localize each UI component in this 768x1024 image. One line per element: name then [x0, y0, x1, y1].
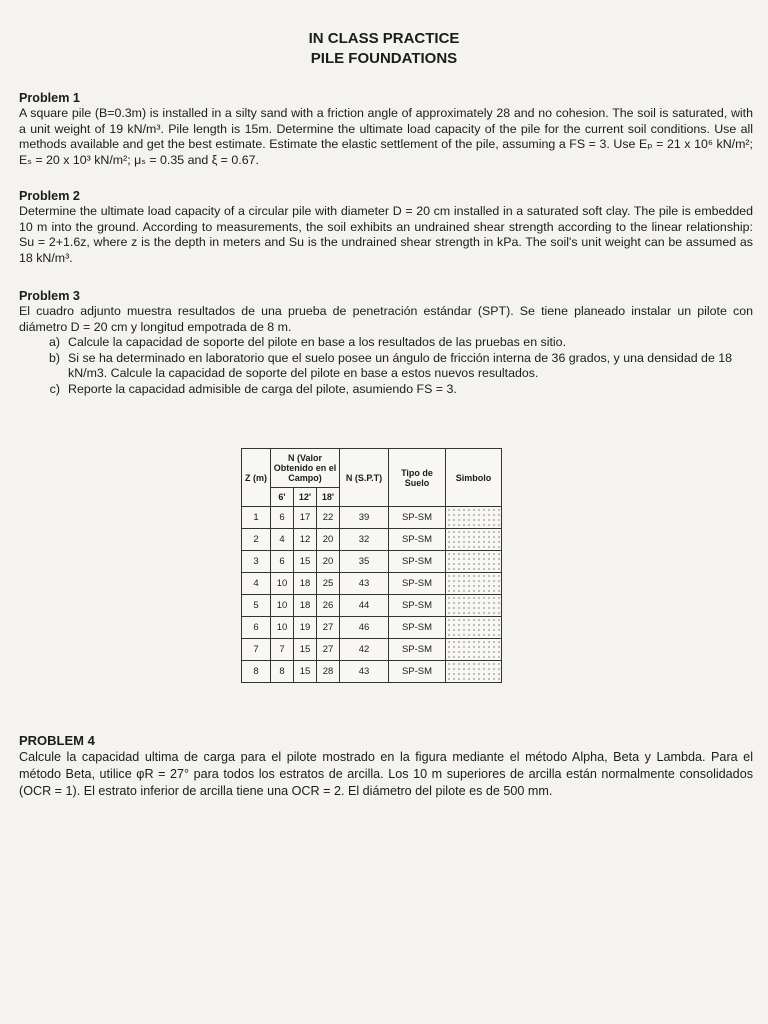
cell-simbolo-pattern [446, 529, 502, 551]
cell-n-spt: 35 [340, 551, 389, 573]
cell-tipo: SP-SM [389, 617, 446, 639]
problem-3 [19, 288, 753, 398]
problem-3-heading: Problem 3 [19, 289, 80, 303]
problem-4-text: Calcule la capacidad ultima de carga para el pilote mostrado en la figura mediante el método Alpha, Beta y Lambda. Para el método Beta, utilice φR = 27° para todos los estratos de arcilla. Los 10 m superiores de arcilla están normalmente consolidados (OCR = 1). El estrato inferior de arcilla tiene una OCR = 2. El diámetro del pilote es de 500 mm. [19, 750, 753, 798]
cell-n18: 25 [317, 573, 340, 595]
cell-n18: 22 [317, 507, 340, 529]
cell-tipo: SP-SM [389, 573, 446, 595]
cell-n12: 15 [294, 639, 317, 661]
document-subtitle: PILE FOUNDATIONS [310, 50, 458, 67]
problem-3-items [19, 335, 753, 397]
cell-n6: 7 [271, 639, 294, 661]
cell-n12: 18 [294, 573, 317, 595]
cell-n12: 18 [294, 595, 317, 617]
header-tipo: Tipo de Suelo [389, 449, 446, 507]
cell-n6: 10 [271, 573, 294, 595]
header-n-group: N (Valor Obtenido en el Campo) [271, 449, 340, 488]
cell-simbolo-pattern [446, 507, 502, 529]
cell-n12: 15 [294, 661, 317, 683]
cell-n-spt: 43 [340, 661, 389, 683]
cell-z: 5 [242, 595, 271, 617]
cell-z: 1 [242, 507, 271, 529]
problem-3-intro: El cuadro adjunto muestra resultados de una prueba de penetración estándar (SPT). Se tiene planeado instalar un pilote con diámetro D = 20 cm y longitud empotrada de 8 m. [19, 304, 753, 334]
document-title: IN CLASS PRACTICE [308, 30, 460, 47]
cell-n6: 10 [271, 617, 294, 639]
table-row [242, 507, 502, 529]
problem-1-heading: Problem 1 [19, 91, 80, 105]
cell-z: 3 [242, 551, 271, 573]
item-label: b) [48, 350, 60, 365]
cell-n18: 26 [317, 595, 340, 617]
cell-n12: 19 [294, 617, 317, 639]
cell-n18: 27 [317, 617, 340, 639]
cell-simbolo-pattern [446, 551, 502, 573]
cell-n6: 8 [271, 661, 294, 683]
cell-n18: 28 [317, 661, 340, 683]
item-text: Reporte la capacidad admisible de carga del pilote, asumiendo FS = 3. [68, 381, 457, 396]
cell-n-spt: 43 [340, 573, 389, 595]
spt-table-body [242, 507, 502, 683]
list-item [19, 382, 753, 398]
cell-n-spt: 42 [340, 639, 389, 661]
header-z: Z (m) [242, 449, 271, 507]
header-12: 12' [294, 488, 317, 507]
problem-1-text: A square pile (B=0.3m) is installed in a silty sand with a friction angle of approximately 28 and no cohesion. The soil is saturated, with a unit weight of 19 kN/m³. Pile length is 15m. Determine the ultimate load capacity of the pile for the current soil conditions. Use all methods available and get the best estimate. Estimate the elastic settlement of the pile, assuming a FS = 3. Use Eₚ = 21 x 10⁶ kN/m²; Eₛ = 20 x 10³ kN/m²; μₛ = 0.35 and ξ = 0.67. [19, 106, 753, 167]
cell-simbolo-pattern [446, 661, 502, 683]
item-text: Si se ha determinado en laboratorio que el suelo posee un ángulo de fricción interna de 36 grados, y una densidad de 18 kN/m3. Calcule la capacidad de soporte del pilote en base a estos nuevos resultados. [68, 350, 733, 381]
cell-n12: 15 [294, 551, 317, 573]
cell-tipo: SP-SM [389, 551, 446, 573]
cell-simbolo-pattern [446, 573, 502, 595]
list-item [19, 335, 753, 351]
problem-4-heading: PROBLEM 4 [19, 733, 95, 748]
bleed-through-text [34, 600, 46, 650]
spt-table [241, 448, 502, 683]
cell-n12: 17 [294, 507, 317, 529]
cell-n18: 20 [317, 551, 340, 573]
cell-n-spt: 32 [340, 529, 389, 551]
problem-4 [19, 733, 753, 800]
header-6: 6' [271, 488, 294, 507]
cell-n12: 12 [294, 529, 317, 551]
cell-z: 6 [242, 617, 271, 639]
cell-z: 2 [242, 529, 271, 551]
table-row [242, 661, 502, 683]
cell-simbolo-pattern [446, 639, 502, 661]
cell-tipo: SP-SM [389, 639, 446, 661]
table-row [242, 617, 502, 639]
header-n-spt: N (S.P.T) [340, 449, 389, 507]
cell-n6: 6 [271, 507, 294, 529]
table-row [242, 551, 502, 573]
cell-z: 7 [242, 639, 271, 661]
item-label: c) [49, 381, 60, 396]
table-row [242, 573, 502, 595]
cell-z: 4 [242, 573, 271, 595]
cell-n6: 10 [271, 595, 294, 617]
cell-simbolo-pattern [446, 595, 502, 617]
header-18: 18' [317, 488, 340, 507]
cell-n-spt: 39 [340, 507, 389, 529]
cell-tipo: SP-SM [389, 507, 446, 529]
problem-2-heading: Problem 2 [19, 189, 80, 203]
cell-n-spt: 46 [340, 617, 389, 639]
cell-simbolo-pattern [446, 617, 502, 639]
cell-n18: 27 [317, 639, 340, 661]
item-text: Calcule la capacidad de soporte del pilote en base a los resultados de las pruebas en sitio. [68, 335, 567, 350]
item-label: a) [48, 335, 60, 350]
list-item [19, 351, 753, 382]
problem-2-text: Determine the ultimate load capacity of a circular pile with diameter D = 20 cm installed in a saturated soft clay. The pile is embedded 10 m into the ground. According to measurements, the soil exhibits an undrained shear strength according to the linear relationship: Su = 2+1.6z, where z is the depth in meters and Su is the undrained shear strength in kPa. The soil's unit weight can be assumed as 18 kN/m³. [19, 204, 753, 265]
cell-n-spt: 44 [340, 595, 389, 617]
cell-tipo: SP-SM [389, 595, 446, 617]
cell-tipo: SP-SM [389, 529, 446, 551]
cell-z: 8 [242, 661, 271, 683]
table-row [242, 529, 502, 551]
table-row [242, 595, 502, 617]
header-simbolo: Simbolo [446, 449, 502, 507]
table-row [242, 639, 502, 661]
problem-2 [19, 188, 753, 266]
cell-tipo: SP-SM [389, 661, 446, 683]
cell-n6: 6 [271, 551, 294, 573]
cell-n18: 20 [317, 529, 340, 551]
problem-1 [19, 90, 753, 168]
cell-n6: 4 [271, 529, 294, 551]
